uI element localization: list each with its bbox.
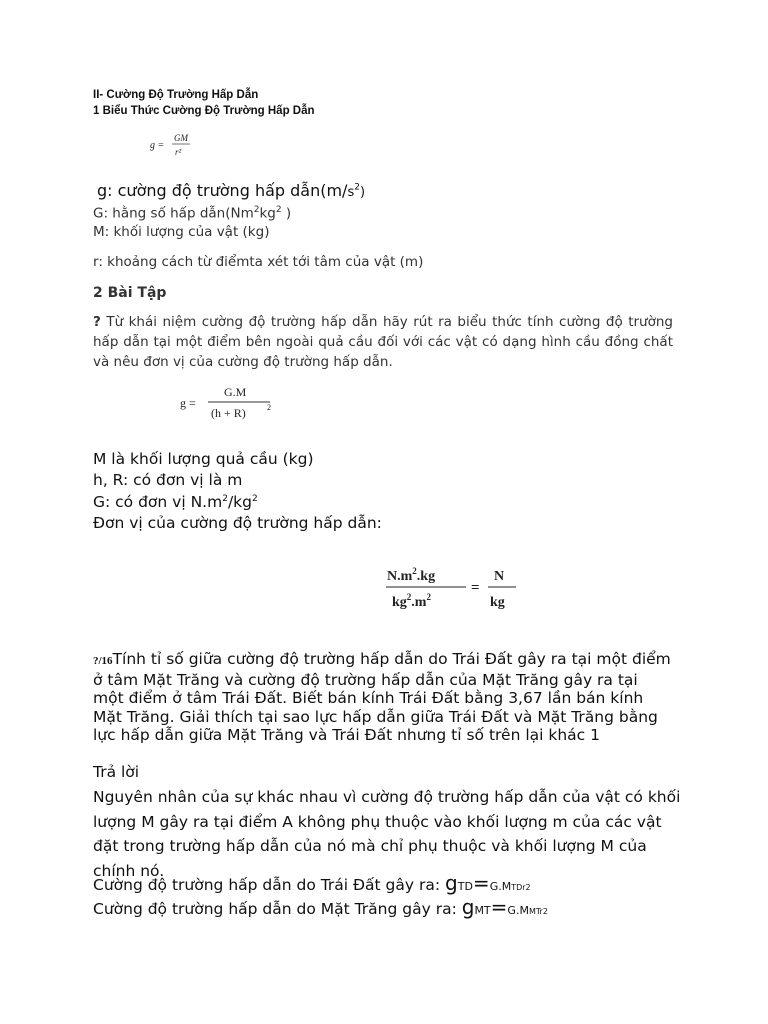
definition-r: r: khoảng cách từ điểmta xét tới tâm của vật (m): [93, 254, 424, 270]
answer-paragraph: Nguyên nhân của sự khác nhau vì cường độ trường hấp dẫn của vật có khối lượng M gây ra tại điểm A không phụ thuộc vào khối lượng m của các vật đặt trong trường hấp dẫn của nó mà chỉ phụ thuộc và khối lượng M của chính nó.: [93, 788, 681, 880]
formula2-num: G.M: [224, 385, 247, 399]
line-h-r-units: h, R: có đơn vị là m: [93, 471, 243, 489]
line-mass: M là khối lượng quả cầu (kg): [93, 450, 314, 468]
definition-g: g: cường độ trường hấp $dẫn(m/s^2)$: [97, 181, 366, 200]
problem-paragraph: ?/16Tính tỉ số giữa cường độ trường hấp dẫn do Trái Đất gây ra tại một điểm ở tâm Mặt Trăng và cường độ trường hấp dẫn của Mặt Trăng gây ra tại một điểm ở tâm Trái Đất. Biết bán kính Trái Đất bằng 3,67 lần bán kính Mặt Trăng. Giải thích tại sao lực hấp dẫn giữa Trái Đất và Mặt Trăng bằng lực hấp dẫn giữa Mặt Trăng và Trái Đất nhưng tỉ số trên lại khác 1: [93, 650, 671, 744]
formula3-den1: $kg^2.m^2$: [392, 592, 431, 610]
formula3-eq: =: [471, 580, 480, 596]
formula3-num1: $N.m^2.kg$: [387, 566, 436, 584]
formula2-exp: 2: [267, 403, 271, 412]
definition-G: G: hằng số hấp $dẫn(Nm^2kg^2$ ): [93, 205, 292, 222]
formula1-lhs: g =: [150, 140, 165, 151]
line-unit-label: Đơn vị của cường độ trường hấp dẫn:: [93, 514, 382, 532]
subsection-title: 1 Biểu Thức Cường Độ Trường Hấp Dẫn: [93, 105, 315, 117]
formula3-den2: kg: [490, 595, 505, 610]
formula-gravity-sphere: [178, 380, 278, 424]
section-title: II- Cường Độ Trường Hấp Dẫn: [93, 89, 259, 101]
formula-gravity-field: [148, 128, 198, 160]
formula1-num: GM: [174, 133, 188, 143]
formula2-lhs: g =: [180, 396, 196, 410]
moon-field-line: Cường độ trường hấp dẫn do Mặt Trăng gây ra: gMT=G.MMTr2: [93, 895, 548, 919]
exercise-heading: 2 Bài Tập: [93, 285, 167, 301]
formula3-num2: N: [494, 569, 505, 584]
formula1-den: r²: [175, 147, 182, 157]
question-paragraph: ? Từ khái niệm cường độ trường hấp dẫn hãy rút ra biểu thức tính cường độ trường hấp dẫn tại một điểm bên ngoài quả cầu đối với các vật có dạng hình cầu đồng chất và nêu đơn vị của cường độ trường hấp dẫn.: [93, 314, 673, 370]
answer-label: Trả lời: [93, 763, 140, 781]
formula2-den: (h + R): [211, 406, 246, 420]
line-G-units: G: có đơn vị $N.m^2/kg^2$: [93, 493, 258, 511]
formula-unit-derivation: [384, 560, 524, 614]
earth-field-line: Cường độ trường hấp dẫn do Trái Đất gây ra: gTD=G.MTDr2: [93, 871, 531, 895]
definition-M: M: khối lượng của vật (kg): [93, 224, 270, 240]
